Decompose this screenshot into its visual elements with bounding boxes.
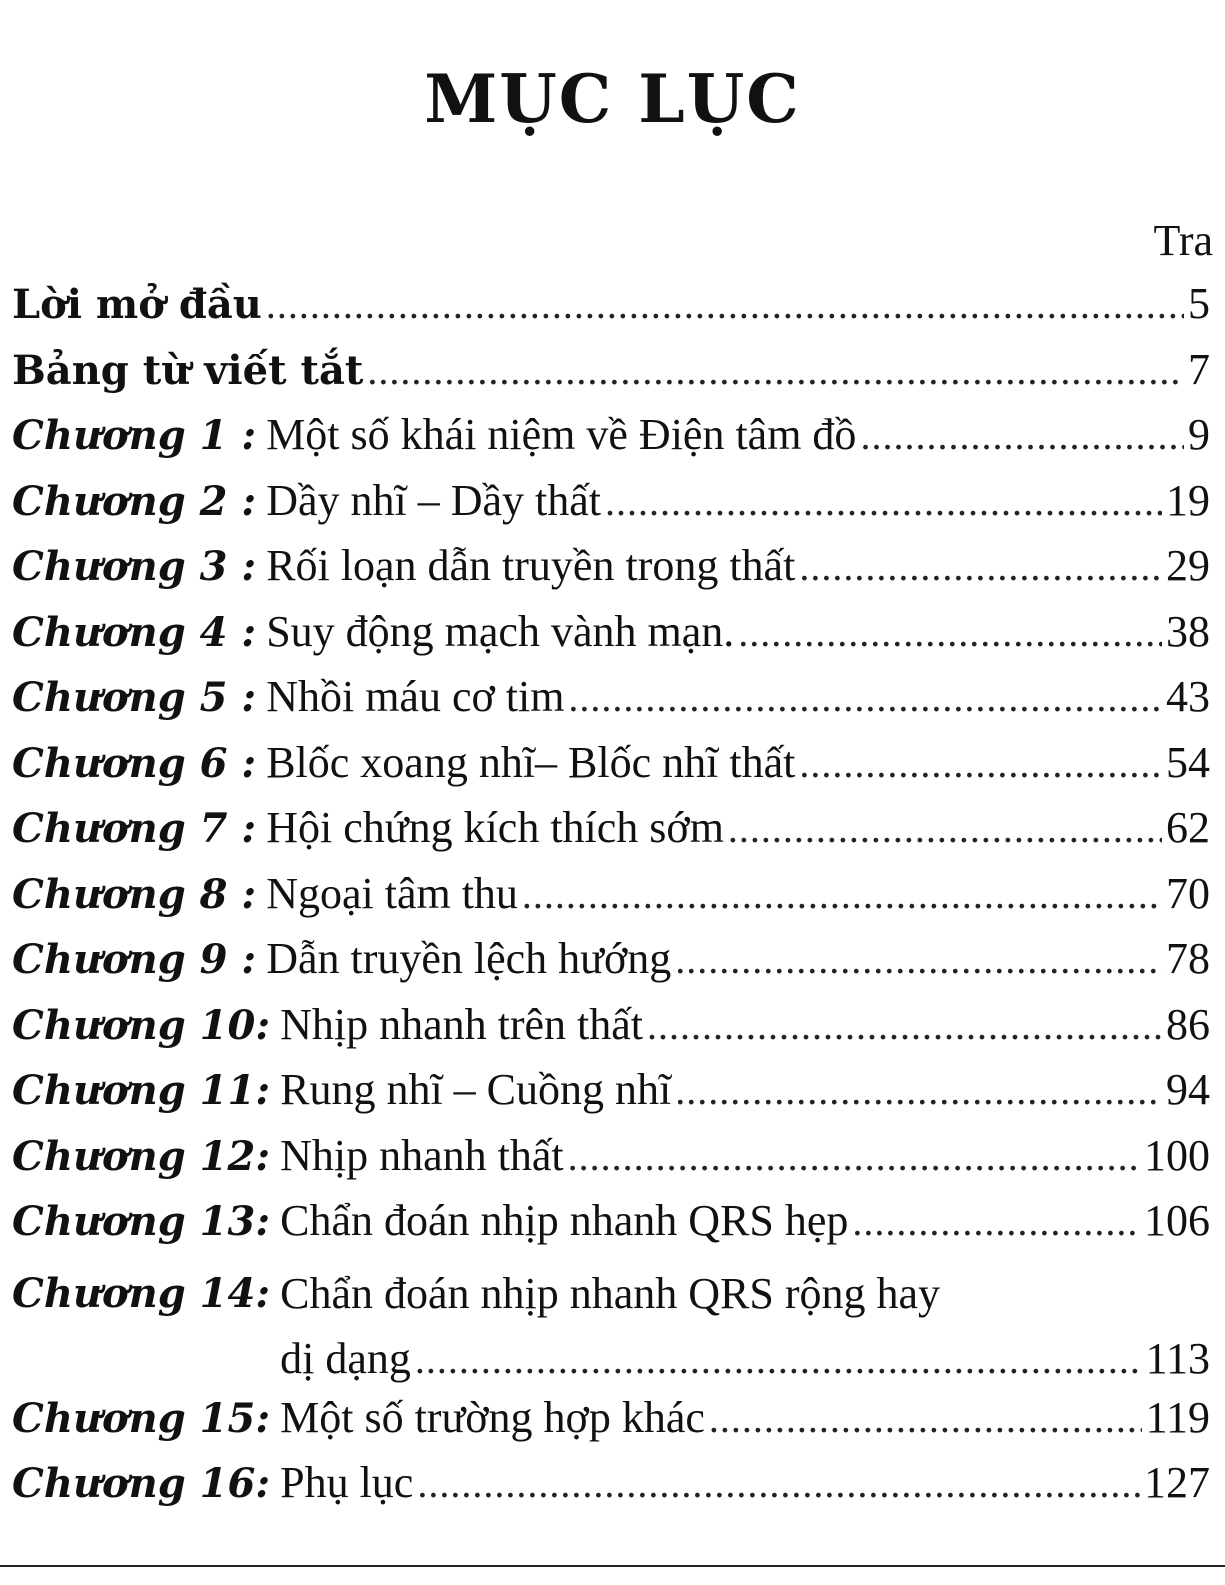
- chapter-label: Chương 8 :: [12, 870, 257, 918]
- toc-page-number: 29: [1166, 541, 1210, 590]
- toc-entry-chapter-9: [12, 933, 1210, 999]
- dot-leader: [605, 478, 1162, 525]
- toc-entry-chapter-5: [12, 671, 1210, 737]
- toc-entry-chapter-2: [12, 475, 1210, 541]
- chapter-title: Phụ lục: [280, 1458, 414, 1507]
- chapter-title: Rối loạn dẫn truyền trong thất: [266, 541, 796, 590]
- toc-page-number: 5: [1188, 279, 1210, 328]
- toc-entry-chapter-14: [12, 1261, 1210, 1392]
- chapter-label: Chương 9 :: [12, 936, 257, 983]
- chapter-title-multiline: [280, 1261, 1210, 1392]
- toc-page-number: 38: [1166, 606, 1210, 656]
- toc-page-number: 9: [1188, 410, 1210, 459]
- toc-entry-chapter-12: [12, 1130, 1210, 1196]
- page-title: MỤC LỤC: [424, 60, 801, 138]
- chapter-title: Dẫn truyền lệch hướng: [266, 934, 672, 983]
- dot-leader: [415, 1327, 1142, 1392]
- chapter-label: Chương 6 :: [12, 739, 257, 787]
- toc-entry-chapter-10: [12, 999, 1210, 1065]
- toc-entry-chapter-3: [12, 540, 1210, 606]
- page-column-label: Tra: [1153, 216, 1213, 265]
- toc-entry-chapter-1: [12, 409, 1210, 475]
- dot-leader: [568, 1133, 1140, 1180]
- chapter-label: Chương 10:: [12, 1001, 271, 1049]
- toc-page-number: 54: [1166, 737, 1210, 787]
- dot-leader: [568, 674, 1162, 721]
- dot-leader: [852, 1198, 1140, 1245]
- toc-entry-chapter-6: [12, 737, 1210, 803]
- chapter-label: Chương 3 :: [12, 543, 257, 590]
- chapter-title: Hội chứng kích thích sớm: [266, 803, 724, 852]
- chapter-title: Chẩn đoán nhịp nhanh QRS rộng hay: [280, 1268, 941, 1318]
- dot-leader: [728, 805, 1162, 852]
- chapter-label: Chương 13:: [12, 1198, 271, 1245]
- toc-page-number: 43: [1166, 672, 1210, 721]
- toc-page-number: 7: [1188, 344, 1210, 394]
- dot-leader: [417, 1460, 1140, 1507]
- toc-page-number: 70: [1166, 868, 1210, 918]
- chapter-title: Một số trường hợp khác: [280, 1392, 705, 1442]
- toc-entry-chapter-16: [12, 1457, 1210, 1523]
- chapter-label: Chương 11:: [12, 1067, 271, 1114]
- dot-leader: [799, 740, 1162, 787]
- toc-page-number: 94: [1166, 1065, 1210, 1114]
- toc-page-number: 127: [1144, 1458, 1210, 1507]
- table-of-contents: [12, 278, 1210, 1523]
- toc-entry-chapter-13: [12, 1195, 1210, 1261]
- toc-entry-label: Lời mở đầu: [12, 281, 262, 328]
- chapter-label: Chương 5 :: [12, 674, 257, 721]
- chapter-title: Dầy nhĩ – Dầy thất: [266, 475, 601, 525]
- chapter-title: Nhồi máu cơ tim: [266, 672, 565, 721]
- dot-leader: [738, 609, 1162, 656]
- chapter-title: Nhịp nhanh trên thất: [280, 999, 644, 1049]
- chapter-label: Chương 1 :: [12, 412, 257, 459]
- dot-leader: [367, 347, 1184, 394]
- chapter-title-continuation: dị dạng: [280, 1334, 411, 1383]
- chapter-label: Chương 2 :: [12, 477, 257, 525]
- toc-page-number: 86: [1166, 999, 1210, 1049]
- toc-page-number: 106: [1144, 1196, 1210, 1245]
- toc-page-number: 100: [1144, 1130, 1210, 1180]
- chapter-label: Chương 14:: [12, 1269, 271, 1317]
- dot-leader: [522, 871, 1162, 918]
- toc-page-number: 113: [1145, 1334, 1210, 1383]
- chapter-title: Chẩn đoán nhịp nhanh QRS hẹp: [280, 1196, 849, 1245]
- chapter-title: Blốc xoang nhĩ– Blốc nhĩ thất: [266, 737, 796, 787]
- dot-leader: [647, 1002, 1162, 1049]
- dot-leader: [860, 412, 1184, 459]
- toc-entry-preface: [12, 278, 1210, 344]
- dot-leader: [675, 1067, 1162, 1114]
- toc-entry-chapter-15: [12, 1392, 1210, 1458]
- dot-leader: [266, 281, 1184, 328]
- chapter-title: Suy động mạch vành mạn.: [266, 606, 735, 656]
- toc-page-number: 78: [1166, 934, 1210, 983]
- chapter-label: Chương 12:: [12, 1132, 271, 1180]
- toc-entry-chapter-4: [12, 606, 1210, 672]
- chapter-title: Ngoại tâm thu: [266, 868, 518, 918]
- chapter-title: Rung nhĩ – Cuồng nhĩ: [280, 1065, 672, 1114]
- chapter-label: Chương 7 :: [12, 805, 257, 852]
- toc-entry-chapter-8: [12, 868, 1210, 934]
- toc-entry-abbreviations: [12, 344, 1210, 410]
- chapter-title: Nhịp nhanh thất: [280, 1130, 564, 1180]
- chapter-label: Chương 16:: [12, 1460, 271, 1507]
- toc-entry-label: Bảng từ viết tắt: [12, 346, 364, 394]
- toc-entry-chapter-11: [12, 1064, 1210, 1130]
- toc-page-number: 19: [1166, 475, 1210, 525]
- toc-page-number: 119: [1145, 1392, 1210, 1442]
- chapter-title: Một số khái niệm về Điện tâm đồ: [266, 410, 857, 459]
- dot-leader: [675, 936, 1162, 983]
- dot-leader: [709, 1395, 1142, 1442]
- chapter-label: Chương 4 :: [12, 608, 257, 656]
- chapter-title-continuation-line: [280, 1326, 1210, 1392]
- dot-leader: [799, 543, 1162, 590]
- toc-entry-chapter-7: [12, 802, 1210, 868]
- toc-page-number: 62: [1166, 803, 1210, 852]
- bottom-rule: [0, 1565, 1225, 1567]
- chapter-label: Chương 15:: [12, 1394, 271, 1442]
